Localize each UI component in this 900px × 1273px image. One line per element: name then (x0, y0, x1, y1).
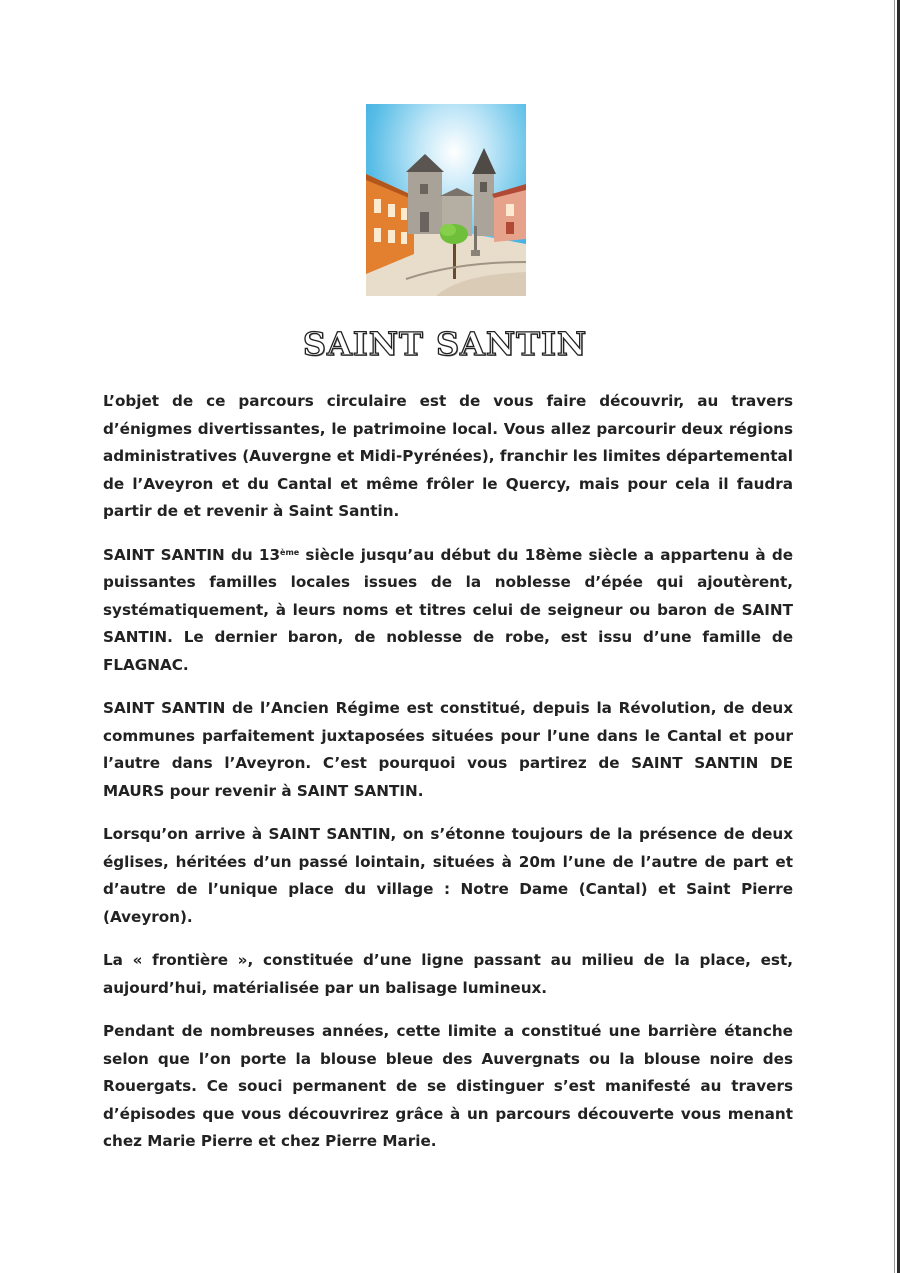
paragraph-intro: L’objet de ce parcours circulaire est de vous faire découvrir, au travers d’énigmes divertissantes, le patrimoine local. Vous allez parcourir deux régions administratives (Auvergne et Midi-Pyrénées), franchir les limites départemental de l’Aveyron et du Cantal et même frôler le Quercy, mais pour cela il faudra partir de et revenir à Saint Santin. (103, 392, 793, 520)
paragraph-history-start: SAINT SANTIN du 13 (103, 545, 281, 564)
paragraph-churches: Lorsqu’on arrive à SAINT SANTIN, on s’étonne toujours de la présence de deux églises, héritées d’un passé lointain, situées à 20m l’une de l’autre de part et d’autre de l’unique place du village : Notre Dame (Cantal) et Saint Pierre (Aveyron). (103, 825, 793, 926)
paragraph-frontier: La « frontière », constituée d’une ligne passant au milieu de la place, est, aujourd’hui, matérialisée par un balisage lumineux. (103, 951, 793, 997)
paragraph-history (103, 542, 793, 680)
document-body (103, 388, 793, 1172)
paragraph-communes: SAINT SANTIN de l’Ancien Régime est constitué, depuis la Révolution, de deux communes parfaitement juxtaposées situées pour l’une dans le Cantal et pour l’autre dans l’Aveyron. C’est pourquoi vous partirez de SAINT SANTIN DE MAURS pour revenir à SAINT SANTIN. (103, 699, 793, 800)
page-title: SAINT SANTIN (302, 325, 588, 363)
paragraph-barrier: Pendant de nombreuses années, cette limite a constitué une barrière étanche selon que l’on porte la blouse bleue des Auvergnats ou la blouse noire des Rouergats. Ce souci permanent de se distinguer s’est manifesté au travers d’épisodes que vous découvrirez grâce à un parcours découverte vous menant chez Marie Pierre et chez Pierre Marie. (103, 1022, 793, 1150)
superscript-eme: ème (280, 547, 300, 557)
scan-edge-line (894, 0, 895, 1273)
paragraph-history-rest: siècle jusqu’au début du 18ème siècle a appartenu à de puissantes familles locales issues de la noblesse d’épée qui ajoutèrent, systématiquement, à leurs noms et titres celui de seigneur ou baron de SAINT SANTIN. Le dernier baron, de noblesse de robe, est issu d’une famille de FLAGNAC. (103, 545, 793, 674)
village-square-illustration (366, 104, 526, 296)
